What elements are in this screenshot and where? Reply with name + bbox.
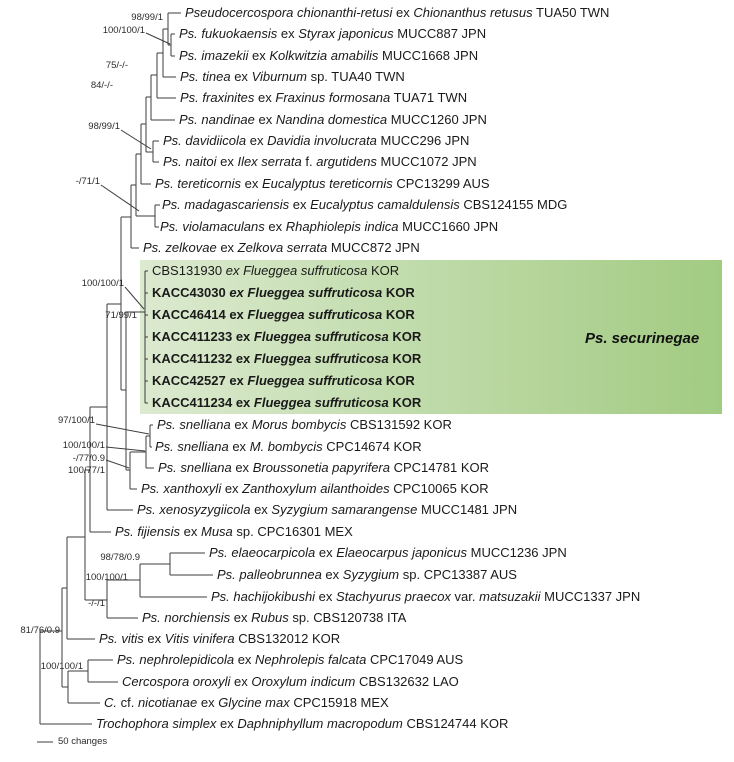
taxon-label-part: Nephrolepis falcata [255, 652, 367, 667]
taxon-label-part: MUCC1660 JPN [398, 219, 499, 234]
taxon-label [152, 263, 399, 278]
taxon-label [211, 589, 640, 604]
taxon-label-part: ex [228, 439, 250, 454]
taxon-label-part: ex Flueggea suffruticosa [225, 263, 368, 278]
taxon-label [179, 112, 487, 127]
taxon-label-part: KOR [382, 373, 415, 388]
taxon-label [217, 567, 517, 582]
taxon-label-part: Flueggea suffruticosa [253, 351, 389, 366]
taxon-label-part: Ps. snelliana [158, 460, 232, 475]
support-value: 71/99/1 [105, 310, 137, 321]
taxon-label [180, 90, 467, 105]
taxon-label-part: Davidia involucrata [267, 133, 377, 148]
taxon-label [157, 417, 452, 432]
taxon-label-part: KACC411234 ex [152, 395, 254, 410]
tree-branch [146, 33, 170, 44]
taxon-label [163, 133, 469, 148]
taxon-label [152, 307, 415, 322]
taxon-label-part: ex [230, 69, 252, 84]
taxon-label [152, 351, 421, 366]
taxon-label-part: ex [197, 695, 219, 710]
support-value: 98/99/1 [131, 12, 163, 23]
taxon-label-part: TUA71 TWN [390, 90, 468, 105]
taxon-label [160, 219, 498, 234]
taxon-label-part: Morus bombycis [251, 417, 347, 432]
taxon-label-part: CPC10065 KOR [389, 481, 489, 496]
tree-branch [101, 185, 139, 211]
taxon-label-part: Stachyurus praecox [336, 589, 451, 604]
support-value: 75/-/- [105, 60, 128, 71]
taxon-label [185, 5, 609, 20]
taxon-label-part: ex [216, 716, 238, 731]
taxon-label-part: ex Flueggea suffruticosa [229, 285, 383, 300]
taxon-label-part: Ps. madagascariensis [162, 197, 290, 212]
taxon-label-part: KOR [382, 285, 415, 300]
taxon-label [117, 652, 463, 667]
taxon-label-part: KACC411233 ex [152, 329, 254, 344]
taxon-label-part: Pseudocercospora chionanthi-retusi [185, 5, 393, 20]
taxon-label-part: sp. TUA40 TWN [306, 69, 405, 84]
taxon-label-part: Daphniphyllum macropodum [237, 716, 403, 731]
taxon-label-part: Trochophora simplex [96, 716, 217, 731]
taxon-label-part: ex [143, 631, 165, 646]
taxon-label [162, 197, 567, 212]
taxon-label-part: argutidens [316, 154, 377, 169]
support-value: 98/99/1 [88, 121, 120, 132]
taxon-label-part: Musa [201, 524, 233, 539]
taxon-label-part: ex [248, 48, 270, 63]
taxon-label-part: ex [321, 567, 343, 582]
taxon-label [122, 674, 459, 689]
tree-branch [96, 424, 149, 434]
taxon-label-part: Ps. nephrolepidicola [117, 652, 235, 667]
taxon-label [104, 695, 389, 710]
taxon-label-part: Ps. nandinae [179, 112, 255, 127]
taxon-label-part: ex [277, 26, 299, 41]
taxon-label [152, 395, 421, 410]
taxon-label-part: Ps. vitis [99, 631, 144, 646]
taxon-label [143, 240, 420, 255]
taxon-label-part: MUCC1481 JPN [417, 502, 518, 517]
taxon-label-part: sp. CPC16301 MEX [232, 524, 353, 539]
taxon-label-part: ex [250, 502, 272, 517]
taxon-label-part: CBS124744 KOR [402, 716, 509, 731]
taxon-label-part: Broussonetia papyrifera [252, 460, 390, 475]
support-value: 100/100/1 [40, 661, 83, 672]
support-value: 100/100/1 [62, 440, 105, 451]
taxon-label-part: Ps. davidiicola [163, 133, 247, 148]
taxon-label-part: KACC43030 [152, 285, 230, 300]
taxon-label-part: ex [216, 154, 238, 169]
taxon-label-part: ex [231, 460, 253, 475]
taxon-label-part: CBS131592 KOR [346, 417, 452, 432]
taxon-label [142, 610, 406, 625]
taxon-label-part: MUCC1072 JPN [376, 154, 477, 169]
taxon-label-part: Ps. snelliana [155, 439, 229, 454]
taxon-label [180, 69, 405, 84]
taxon-label-part: KACC411232 ex [152, 351, 254, 366]
taxon-label-part: Ps. naitoi [163, 154, 217, 169]
taxon-label-part: TUA50 TWN [532, 5, 610, 20]
taxon-label-part: Ps. elaeocarpicola [209, 545, 316, 560]
taxon-label-part: Ps. palleobrunnea [217, 567, 322, 582]
taxon-label-part: CBS132012 KOR [234, 631, 341, 646]
taxon-label-part: ex [230, 674, 252, 689]
taxon-label [158, 460, 489, 475]
taxon-label-part: Styrax japonicus [298, 26, 394, 41]
taxon-label-part: Flueggea suffruticosa [247, 307, 383, 322]
taxon-label-part: CBS131930 [152, 263, 226, 278]
taxon-label-part: Ps. xenosyzygiicola [137, 502, 251, 517]
taxon-label-part: MUCC1236 JPN [467, 545, 567, 560]
taxon-label-part: Oroxylum indicum [251, 674, 356, 689]
taxon-label-part: CPC14674 KOR [322, 439, 422, 454]
taxon-label-part: CPC13299 AUS [392, 176, 490, 191]
taxon-label-part: nicotianae [137, 695, 198, 710]
taxon-label-part: Eucalyptus camaldulensis [310, 197, 460, 212]
taxon-label-part: MUCC872 JPN [327, 240, 420, 255]
taxon-label-part: ex [315, 589, 337, 604]
taxon-label-part: KOR [382, 307, 415, 322]
taxon-label [152, 285, 415, 300]
taxon-label-part: CPC17049 AUS [366, 652, 464, 667]
support-value: 81/76/0.9 [20, 625, 60, 636]
clade-label: Ps. securinegae [585, 330, 700, 347]
taxon-label-part: Vitis vinifera [164, 631, 235, 646]
taxon-label [155, 176, 490, 191]
taxon-label-part: Ps. fukuokaensis [179, 26, 278, 41]
taxon-label [179, 26, 486, 41]
taxon-label-part: Eucalyptus tereticornis [261, 176, 393, 191]
taxon-label-part: MUCC1337 JPN [540, 589, 641, 604]
support-value: -/-/1 [88, 598, 105, 609]
taxon-label-part: Ps. snelliana [157, 417, 231, 432]
taxon-label-part: ex [392, 5, 414, 20]
support-value: 100/77/1 [68, 465, 105, 476]
taxon-label-part: Nandina domestica [275, 112, 388, 127]
taxon-label-part: ex [289, 197, 311, 212]
taxon-label-part: Viburnum [251, 69, 307, 84]
taxon-label-part: ex [246, 133, 268, 148]
taxon-label-part: Ps. fraxinites [180, 90, 255, 105]
tree-branch [125, 287, 144, 309]
taxon-label-part: Elaeocarpus japonicus [336, 545, 468, 560]
taxon-label-part: Flueggea suffruticosa [253, 395, 389, 410]
taxon-label-part: MUCC296 JPN [376, 133, 470, 148]
taxon-label-part: Zelkova serrata [237, 240, 328, 255]
taxon-label-part: Cercospora oroxyli [122, 674, 231, 689]
taxon-label-part: C. [104, 695, 117, 710]
taxon-label-part: Zanthoxylum ailanthoides [242, 481, 390, 496]
taxon-label-part: ex [264, 219, 286, 234]
taxon-label-part: Rubus [251, 610, 289, 625]
taxon-label-part: KOR [388, 351, 422, 366]
taxon-label [209, 545, 567, 560]
taxon-label-part: Kolkwitzia amabilis [269, 48, 379, 63]
taxon-label-part: Rhaphiolepis indica [285, 219, 399, 234]
taxon-label-part: ex [230, 610, 252, 625]
taxon-label-part: Chionanthus retusus [413, 5, 533, 20]
scale-bar-label: 50 changes [58, 736, 108, 747]
taxon-label-part: ex [221, 481, 243, 496]
taxon-label-part: f. [301, 154, 317, 169]
taxon-label-part: cf. [117, 695, 138, 710]
taxon-label [152, 329, 421, 344]
taxon-label-part: ex [254, 90, 276, 105]
taxon-label-part: Syzygium [342, 567, 400, 582]
taxon-label-part: ex [230, 417, 252, 432]
taxon-label-part: CBS124155 MDG [459, 197, 568, 212]
taxon-label-part: ex [216, 240, 238, 255]
support-value: 100/100/1 [85, 572, 128, 583]
taxon-label-part: CPC14781 KOR [390, 460, 489, 475]
taxon-label-part: matsuzakii [479, 589, 541, 604]
taxon-label-part: ex [234, 652, 256, 667]
taxon-label-part: Ps. tinea [180, 69, 231, 84]
taxon-label-part: MUCC1668 JPN [378, 48, 479, 63]
support-value: -/77/0.9 [72, 453, 105, 464]
taxon-label-part: CPC15918 MEX [289, 695, 389, 710]
taxon-label-part: Ps. zelkovae [143, 240, 217, 255]
taxon-label-part: KOR [388, 395, 422, 410]
taxon-label [141, 481, 489, 496]
support-value: 97/100/1 [58, 415, 95, 426]
taxon-label [155, 439, 422, 454]
taxon-label-part: Ps. fijiensis [115, 524, 181, 539]
taxon-label-part: Fraxinus formosana [275, 90, 391, 105]
taxon-label-part: Ilex serrata [237, 154, 302, 169]
taxon-label-part: KOR [388, 329, 422, 344]
taxon-label-part: sp. CPC13387 AUS [399, 567, 517, 582]
support-value: -/71/1 [75, 176, 100, 187]
taxon-label [163, 154, 477, 169]
support-value: 84/-/- [90, 80, 113, 91]
taxon-label [179, 48, 478, 63]
taxon-label-part: MUCC1260 JPN [387, 112, 487, 127]
taxon-label-part: ex [180, 524, 201, 539]
support-value: 100/100/1 [102, 25, 145, 36]
taxon-label [96, 716, 508, 731]
taxon-label-part: M. bombycis [249, 439, 323, 454]
support-value: 100/100/1 [81, 278, 124, 289]
taxon-label-part: KACC42527 ex [152, 373, 248, 388]
taxon-label [115, 524, 353, 539]
taxon-label-part: ex [315, 545, 337, 560]
taxon-label [152, 373, 415, 388]
taxon-label-part: KACC46414 ex [152, 307, 248, 322]
taxon-label-part: Flueggea suffruticosa [253, 329, 389, 344]
taxon-label-part: Ps. norchiensis [142, 610, 231, 625]
taxon-label-part: ex [240, 176, 262, 191]
taxon-label-part: ex [254, 112, 276, 127]
taxon-label [99, 631, 340, 646]
taxon-label-part: MUCC887 JPN [393, 26, 487, 41]
taxon-label-part: KOR [367, 263, 400, 278]
support-value: 98/78/0.9 [100, 552, 140, 563]
taxon-label-part: Flueggea suffruticosa [247, 373, 383, 388]
taxon-label-part: Ps. imazekii [179, 48, 249, 63]
taxon-label-part: CBS132632 LAO [355, 674, 459, 689]
taxon-label-part: Syzygium samarangense [271, 502, 418, 517]
taxon-label-part: Ps. violamaculans [160, 219, 265, 234]
taxon-label-part: Ps. tereticornis [155, 176, 241, 191]
taxon-label-part: sp. CBS120738 ITA [288, 610, 407, 625]
taxon-label-part: Glycine max [218, 695, 290, 710]
taxon-label-part: var. [450, 589, 480, 604]
taxon-label-part: Ps. xanthoxyli [141, 481, 222, 496]
taxon-label-part: Ps. hachijokibushi [211, 589, 316, 604]
taxon-label [137, 502, 517, 517]
